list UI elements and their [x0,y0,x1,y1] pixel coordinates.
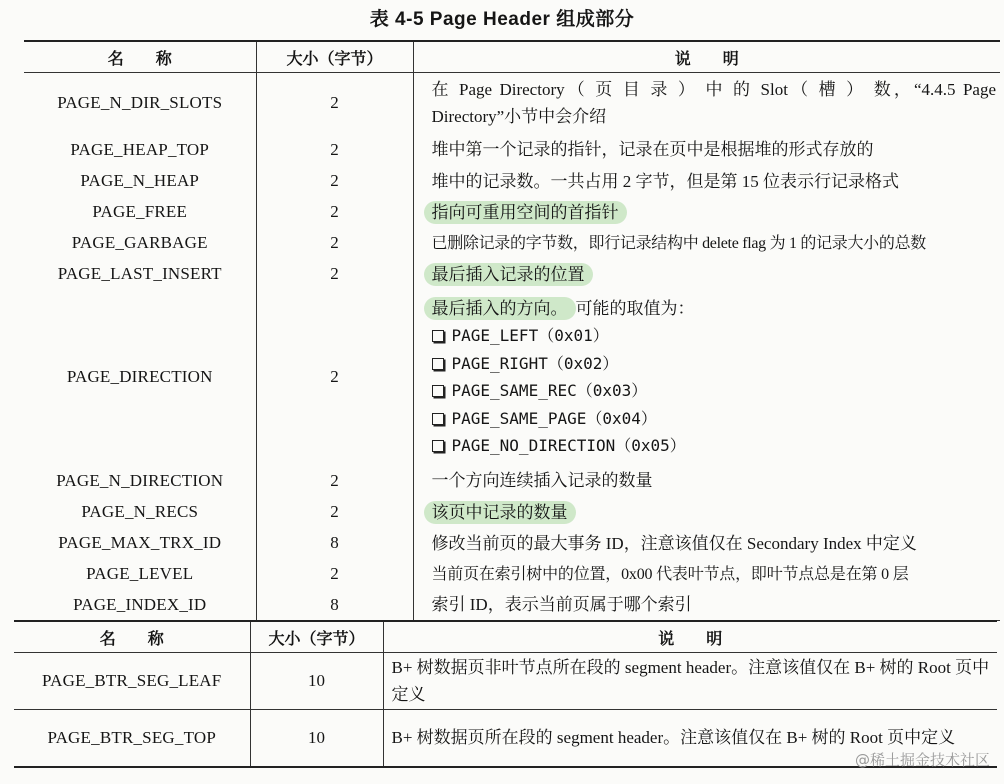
table-row [24,590,1000,621]
field-description: B+ 树数据页非叶节点所在段的 segment header。注意该值仅在 B+ 树的 Root 页中定义 [383,653,997,710]
highlighted-description: 最后插入的方向。 [424,297,576,320]
field-size: 10 [250,653,383,710]
field-description: 一个方向连续插入记录的数量 [431,471,653,490]
field-name: PAGE_N_DIRECTION [24,465,256,497]
table-row [24,528,1000,559]
table-row [24,166,1000,197]
highlighted-description: 指向可重用空间的首指针 [424,201,627,224]
field-size: 2 [256,166,413,197]
field-size: 2 [256,497,413,528]
table-row [24,228,1000,259]
checkbox-icon [432,440,444,452]
field-size: 8 [256,528,413,559]
field-description: 已删除记录的字节数，即行记录结构中 delete flag 为 1 的记录大小的总数 [431,234,926,252]
field-description: 修改当前页的最大事务 ID，注意该值仅在 Secondary Index 中定义 [431,533,917,553]
field-name: PAGE_HEAP_TOP [24,134,256,166]
checkbox-icon [432,358,444,370]
column-header-name: 名 称 [14,621,250,653]
column-header-size: 大小（字节） [256,41,413,73]
option-item: PAGE_RIGHT（0x02） [432,350,1001,378]
table-row [24,134,1000,166]
field-name: PAGE_INDEX_ID [24,590,256,621]
description-rest: 可能的取值为： [575,298,695,318]
field-size: 2 [256,197,413,228]
option-item: PAGE_NO_DIRECTION（0x05） [432,432,1001,460]
field-name: PAGE_N_DIR_SLOTS [24,73,256,134]
field-size: 2 [256,290,413,465]
field-size: 2 [256,73,413,134]
field-size: 2 [256,134,413,166]
field-description [413,290,1000,465]
highlighted-description: 该页中记录的数量 [424,501,576,524]
table-row [24,559,1000,590]
field-name: PAGE_N_HEAP [24,166,256,197]
field-name: PAGE_DIRECTION [24,290,256,465]
watermark: @稀土掘金技术社区 [854,751,990,769]
field-name: PAGE_LAST_INSERT [24,259,256,290]
option-item: PAGE_SAME_PAGE（0x04） [432,405,1001,433]
field-size: 2 [256,259,413,290]
field-description: 在 Page Directory（ 页 目 录 ） 中 的 Slot（ 槽 ） 数，“4.4.5 Page Directory”小节中会介绍 [431,80,996,127]
field-description: 索引 ID，表示当前页属于哪个索引 [431,595,692,615]
table-title: 表 4-5 Page Header 组成部分 [369,9,635,30]
field-name: PAGE_BTR_SEG_TOP [14,710,250,767]
field-size: 2 [256,465,413,497]
checkbox-icon [432,330,444,342]
checkbox-icon [432,385,444,397]
checkbox-icon [432,413,444,425]
highlighted-description: 最后插入记录的位置 [424,263,593,286]
field-size: 2 [256,228,413,259]
table-row [24,73,1000,134]
table-row [24,197,1000,228]
table-row [14,710,997,767]
option-item: PAGE_SAME_REC（0x03） [432,377,1001,405]
option-item: PAGE_LEFT（0x01） [432,322,1001,350]
field-size: 8 [256,590,413,621]
field-description: 堆中第一个记录的指针，记录在页中是根据堆的形式存放的 [431,140,874,159]
column-header-desc: 说 明 [413,41,1000,73]
field-description: B+ 树数据页所在段的 segment header。注意该值仅在 B+ 树的 Root 页中定义 [391,728,956,748]
column-header-name: 名 称 [24,41,256,73]
column-header-size: 大小（字节） [250,621,383,653]
field-size: 10 [250,710,383,767]
field-size: 2 [256,559,413,590]
table-row [24,259,1000,290]
table-row [24,497,1000,528]
page-header-table-continued [14,620,997,768]
field-name: PAGE_LEVEL [24,559,256,590]
field-description: 堆中的记录数。一共占用 2 字节，但是第 15 位表示行记录格式 [431,171,899,191]
table-header-row [14,621,997,653]
table-row [24,465,1000,497]
field-name: PAGE_N_RECS [24,497,256,528]
table-header-row [24,41,1000,73]
column-header-desc: 说 明 [383,621,997,653]
page-header-table [24,40,1000,621]
field-description: 当前页在索引树中的位置，0x00 代表叶节点，即叶节点总是在第 0 层 [431,565,909,583]
field-name: PAGE_BTR_SEG_LEAF [14,653,250,710]
field-name: PAGE_GARBAGE [24,228,256,259]
field-name: PAGE_FREE [24,197,256,228]
table-row [14,653,997,710]
field-name: PAGE_MAX_TRX_ID [24,528,256,559]
table-row [24,290,1000,465]
